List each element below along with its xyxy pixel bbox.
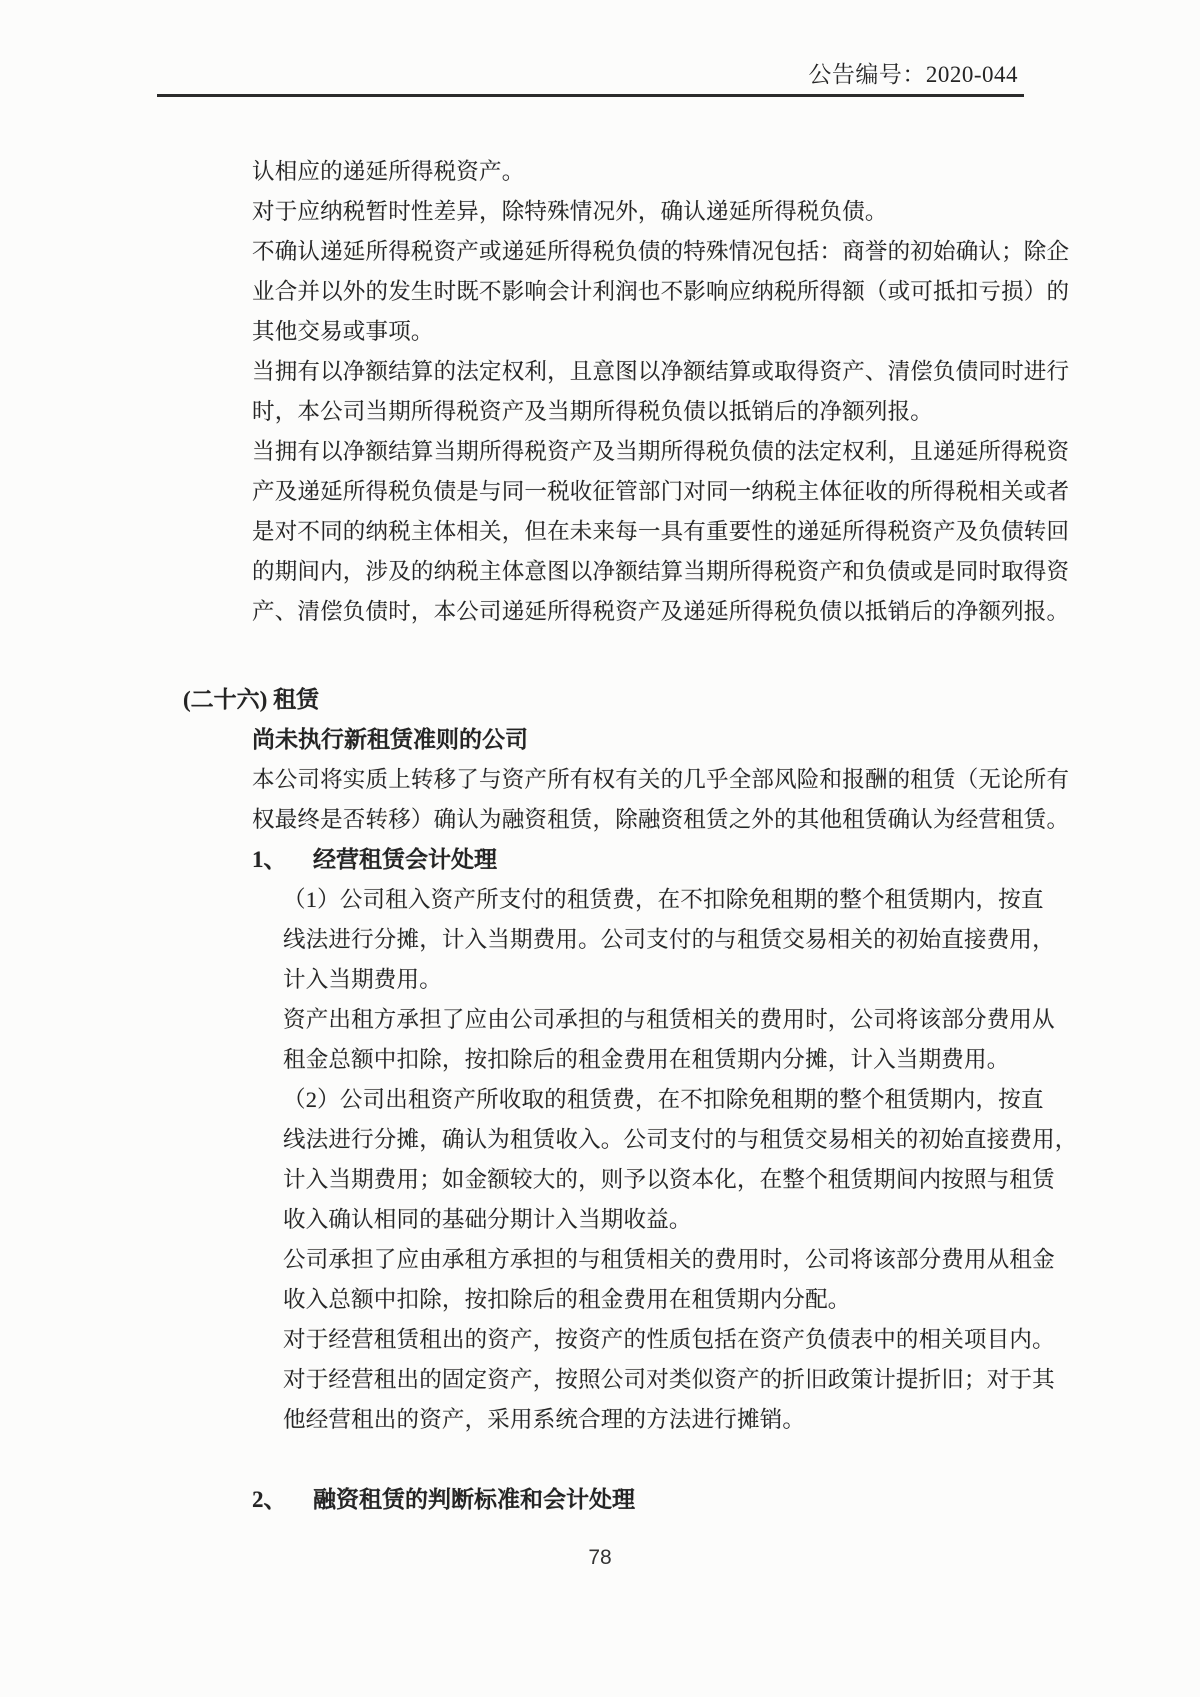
section-subtitle: 尚未执行新租赁准则的公司 bbox=[252, 727, 528, 752]
text-line: 租金总额中扣除，按扣除后的租金费用在租赁期内分摊，计入当期费用。 bbox=[283, 1047, 1010, 1072]
text-line: 产、清偿负债时，本公司递延所得税资产及递延所得税负债以抵销后的净额列报。 bbox=[252, 599, 1070, 624]
text-line: 计入当期费用。 bbox=[283, 967, 442, 992]
text-line: 当拥有以净额结算的法定权利，且意图以净额结算或取得资产、清偿负债同时进行 bbox=[252, 359, 1070, 384]
text-line: 计入当期费用；如金额较大的，则予以资本化，在整个租赁期间内按照与租赁 bbox=[283, 1167, 1055, 1192]
text-line: 本公司将实质上转移了与资产所有权有关的几乎全部风险和报酬的租赁（无论所有 bbox=[252, 767, 1070, 792]
text-line: （2）公司出租资产所收取的租赁费，在不扣除免租期的整个租赁期内，按直 bbox=[283, 1087, 1044, 1112]
text-line: 是对不同的纳税主体相关，但在未来每一具有重要性的递延所得税资产及负债转回 bbox=[252, 519, 1070, 544]
text-line: 其他交易或事项。 bbox=[252, 319, 434, 344]
page-number: 78 bbox=[588, 1546, 612, 1569]
text-line: 不确认递延所得税资产或递延所得税负债的特殊情况包括：商誉的初始确认；除企 bbox=[252, 239, 1070, 264]
text-line: 对于经营租赁租出的资产，按资产的性质包括在资产负债表中的相关项目内。 bbox=[283, 1327, 1055, 1352]
text-line: 认相应的递延所得税资产。 bbox=[252, 159, 525, 184]
header-rule bbox=[157, 94, 1024, 97]
text-line: 公司承担了应由承租方承担的与租赁相关的费用时，公司将该部分费用从租金 bbox=[283, 1247, 1055, 1272]
section-intro-paragraphs bbox=[252, 760, 1077, 840]
section-heading: (二十六) 租赁 bbox=[183, 687, 320, 712]
text-line: 线法进行分摊，确认为租赁收入。公司支付的与租赁交易相关的初始直接费用， bbox=[283, 1127, 1078, 1152]
item-2-title: 融资租赁的判断标准和会计处理 bbox=[313, 1487, 635, 1512]
text-line: 线法进行分摊，计入当期费用。公司支付的与租赁交易相关的初始直接费用， bbox=[283, 927, 1055, 952]
text-line: 权最终是否转移）确认为融资租赁，除融资租赁之外的其他租赁确认为经营租赁。 bbox=[252, 807, 1070, 832]
text-line: 对于经营租出的固定资产，按照公司对类似资产的折旧政策计提折旧；对于其 bbox=[283, 1367, 1055, 1392]
text-line: 收入总额中扣除，按扣除后的租金费用在租赁期内分配。 bbox=[283, 1287, 851, 1312]
text-line: 收入确认相同的基础分期计入当期收益。 bbox=[283, 1207, 692, 1232]
item-1-title: 经营租赁会计处理 bbox=[313, 847, 497, 872]
text-line: 产及递延所得税负债是与同一税收征管部门对同一纳税主体征收的所得税相关或者 bbox=[252, 479, 1070, 504]
text-line: 时，本公司当期所得税资产及当期所得税负债以抵销后的净额列报。 bbox=[252, 399, 934, 424]
notice-number: 公告编号：2020-044 bbox=[808, 62, 1018, 87]
item-2-number: 2、 bbox=[252, 1487, 287, 1512]
text-line: 资产出租方承担了应由公司承担的与租赁相关的费用时，公司将该部分费用从 bbox=[283, 1007, 1055, 1032]
intro-paragraphs bbox=[252, 152, 1077, 632]
item-1-paragraphs bbox=[283, 880, 1083, 1440]
text-line: 业合并以外的发生时既不影响会计利润也不影响应纳税所得额（或可抵扣亏损）的 bbox=[252, 279, 1070, 304]
text-line: 的期间内，涉及的纳税主体意图以净额结算当期所得税资产和负债或是同时取得资 bbox=[252, 559, 1070, 584]
item-1-number: 1、 bbox=[252, 847, 287, 872]
text-line: 对于应纳税暂时性差异，除特殊情况外，确认递延所得税负债。 bbox=[252, 199, 888, 224]
text-line: 当拥有以净额结算当期所得税资产及当期所得税负债的法定权利，且递延所得税资 bbox=[252, 439, 1070, 464]
text-line: （1）公司租入资产所支付的租赁费，在不扣除免租期的整个租赁期内，按直 bbox=[283, 887, 1044, 912]
text-line: 他经营租出的资产，采用系统合理的方法进行摊销。 bbox=[283, 1407, 806, 1432]
